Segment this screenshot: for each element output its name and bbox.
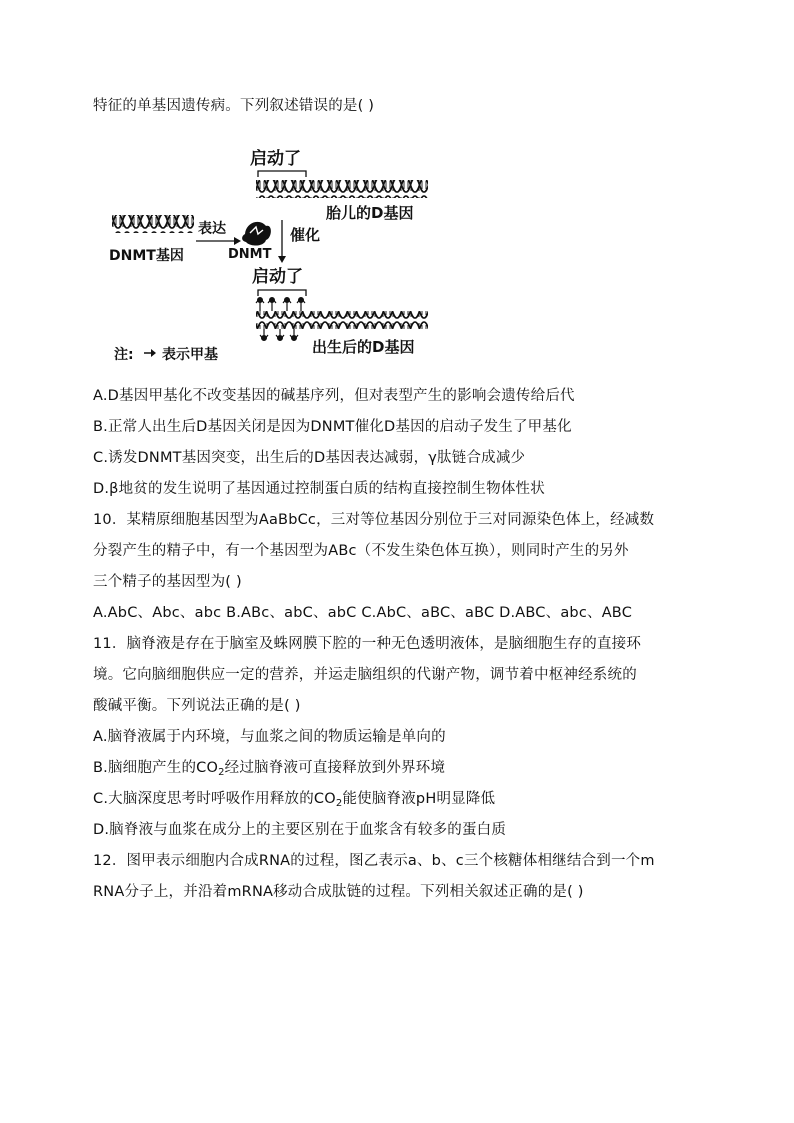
q9-option-c: C.诱发DNMT基因突变，出生后的D基因表达减弱，γ肽链合成减少 xyxy=(93,450,526,466)
label-catalyze: 催化 xyxy=(290,226,321,244)
q11-option-a: A.脑脊液属于内环境，与血浆之间的物质运输是单向的 xyxy=(93,729,446,745)
q12-stem-line-2: RNA分子上，并沿着mRNA移动合成肽链的过程。下列相关叙述正确的是( ) xyxy=(93,884,584,900)
q11-stem-line-3: 酸碱平衡。下列说法正确的是( ) xyxy=(93,698,301,714)
q10-options: A.AbC、Abc、abc B.ABc、abC、abC C.AbC、aBC、aBC D.ABC、abc、ABC xyxy=(93,605,633,621)
note-text: 表示甲基 xyxy=(162,347,218,363)
label-start-bottom: 启动了 xyxy=(252,267,303,287)
q11-option-b: B.脑细胞产生的$CO_2$经过脑脊液可直接释放到外界环境 xyxy=(93,760,446,778)
q10-stem-line-3: 三个精子的基因型为( ) xyxy=(93,574,242,590)
question-9-stem-tail: 特征的单基因遗传病。下列叙述错误的是( ) xyxy=(93,98,375,114)
label-postnatal-gene: 出生后的D基因 xyxy=(312,338,415,356)
promoter-bracket-bottom xyxy=(258,290,306,296)
q9-option-b: B.正常人出生后D基因关闭是因为DNMT催化D基因的启动子发生了甲基化 xyxy=(93,419,572,435)
q9-option-d: D.β地贫的发生说明了基因通过控制蛋白质的结构直接控制生物体性状 xyxy=(93,481,545,497)
label-dnmt: DNMT xyxy=(228,247,272,262)
label-start-top: 启动了 xyxy=(250,149,301,169)
note-prefix: 注: xyxy=(114,347,134,363)
q11-stem-line-1: 11．脑脊液是存在于脑室及蛛网膜下腔的一种无色透明液体，是脑细胞生存的直接环 xyxy=(93,636,642,652)
label-dnmt-gene: DNMT基因 xyxy=(109,248,184,264)
promoter-bracket-top xyxy=(258,171,306,177)
q10-stem-line-2: 分裂产生的精子中，有一个基因型为ABc（不发生染色体互换），则同时产生的另外 xyxy=(93,543,629,559)
dnmt-gene-helix xyxy=(112,215,194,233)
postnatal-d-gene-helix xyxy=(256,311,428,329)
fetal-d-gene-helix xyxy=(256,180,428,198)
dna-methylation-diagram xyxy=(100,140,440,370)
q11-option-c: C.大脑深度思考时呼吸作用释放的$CO_2$能使脑脊液pH明显降低 xyxy=(93,791,496,809)
q11-option-d: D.脑脊液与血浆在成分上的主要区别在于血浆含有较多的蛋白质 xyxy=(93,822,507,838)
dnmt-enzyme-icon xyxy=(242,222,271,246)
label-fetal-gene: 胎儿的D基因 xyxy=(326,204,414,222)
label-express: 表达 xyxy=(198,221,226,237)
q9-option-a: A.D基因甲基化不改变基因的碱基序列，但对表型产生的影响会遗传给后代 xyxy=(93,388,575,404)
q11-stem-line-2: 境。它向脑细胞供应一定的营养，并运走脑组织的代谢产物，调节着中枢神经系统的 xyxy=(93,667,637,683)
q12-stem-line-1: 12．图甲表示细胞内合成RNA的过程，图乙表示a、b、c三个核糖体相继结合到一个m xyxy=(93,853,655,869)
q10-stem-line-1: 10．某精原细胞基因型为AaBbCc，三对等位基因分别位于三对同源染色体上，经减数 xyxy=(93,512,655,528)
